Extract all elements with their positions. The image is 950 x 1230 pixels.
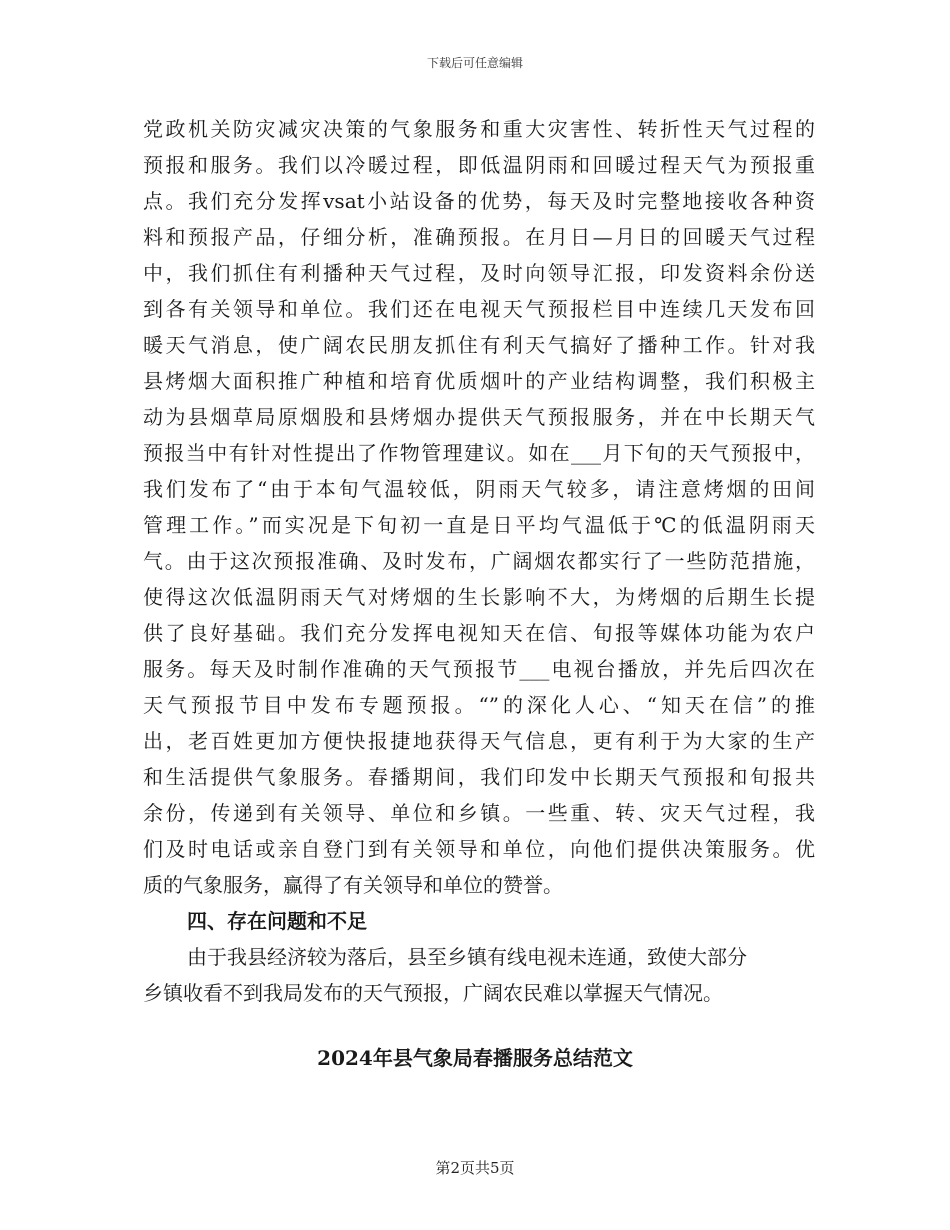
paragraph-line: 中，我们抓住有利播种天气过程，及时向领导汇报，印发资料余份送 bbox=[143, 261, 815, 285]
paragraph-line: 余份，传递到有关领导、单位和乡镇。一些重、转、灾天气过程，我 bbox=[143, 801, 815, 825]
paragraph-line: 管理工作。”而实况是下旬初一直是日平均气温低于℃的低温阴雨天 bbox=[143, 513, 815, 537]
paragraph-line: 供了良好基础。我们充分发挥电视知天在信、旬报等媒体功能为农户 bbox=[143, 621, 815, 645]
page-number: 第2页共5页 bbox=[435, 1159, 515, 1177]
body-text bbox=[143, 111, 815, 1011]
section-heading: 四、存在问题和不足 bbox=[187, 909, 367, 933]
paragraph-line: 暖天气消息，使广阔农民朋友抓住有利天气搞好了播种工作。针对我 bbox=[143, 333, 815, 357]
paragraph-line: 预报和服务。我们以冷暖过程，即低温阴雨和回暖过程天气为预报重 bbox=[143, 153, 815, 177]
paragraph-line: 服务。每天及时制作准确的天气预报节___电视台播放，并先后四次在 bbox=[143, 657, 815, 681]
paragraph-line: 料和预报产品，仔细分析，准确预报。在月日—月日的回暖天气过程 bbox=[143, 225, 815, 249]
paragraph-line: 由于我县经济较为落后，县至乡镇有线电视未连通，致使大部分 bbox=[187, 945, 747, 969]
document-title: 2024年县气象局春播服务总结范文 bbox=[317, 1046, 633, 1070]
paragraph-line: 点。我们充分发挥vsat小站设备的优势，每天及时完整地接收各种资 bbox=[143, 189, 815, 213]
paragraph-line: 动为县烟草局原烟股和县烤烟办提供天气预报服务，并在中长期天气 bbox=[143, 405, 815, 429]
paragraph-line: 天气预报节目中发布专题预报。“”的深化人心、“知天在信”的推 bbox=[143, 693, 815, 717]
paragraph-line: 我们发布了“由于本旬气温较低，阴雨天气较多，请注意烤烟的田间 bbox=[143, 477, 815, 501]
paragraph-line: 使得这次低温阴雨天气对烤烟的生长影响不大，为烤烟的后期生长提 bbox=[143, 585, 815, 609]
paragraph-line: 预报当中有针对性提出了作物管理建议。如在___月下旬的天气预报中， bbox=[143, 441, 815, 465]
paragraph-line: 乡镇收看不到我局发布的天气预报，广阔农民难以掌握天气情况。 bbox=[143, 981, 723, 1005]
paragraph-line: 们及时电话或亲自登门到有关领导和单位，向他们提供决策服务。优 bbox=[143, 837, 815, 861]
paragraph-line: 质的气象服务，赢得了有关领导和单位的赞誉。 bbox=[143, 873, 563, 897]
paragraph-1 bbox=[143, 111, 815, 903]
page-header: 下载后可任意编辑 bbox=[426, 56, 523, 70]
paragraph-line: 出，老百姓更加方便快报捷地获得天气信息，更有利于为大家的生产 bbox=[143, 729, 815, 753]
paragraph-line: 党政机关防灾减灾决策的气象服务和重大灾害性、转折性天气过程的 bbox=[143, 117, 815, 141]
paragraph-line: 到各有关领导和单位。我们还在电视天气预报栏目中连续几天发布回 bbox=[143, 297, 815, 321]
paragraph-line: 县烤烟大面积推广种植和培育优质烟叶的产业结构调整，我们积极主 bbox=[143, 369, 815, 393]
paragraph-2 bbox=[143, 939, 815, 1011]
paragraph-line: 和生活提供气象服务。春播期间，我们印发中长期天气预报和旬报共 bbox=[143, 765, 815, 789]
paragraph-line: 气。由于这次预报准确、及时发布，广阔烟农都实行了一些防范措施， bbox=[143, 549, 815, 573]
